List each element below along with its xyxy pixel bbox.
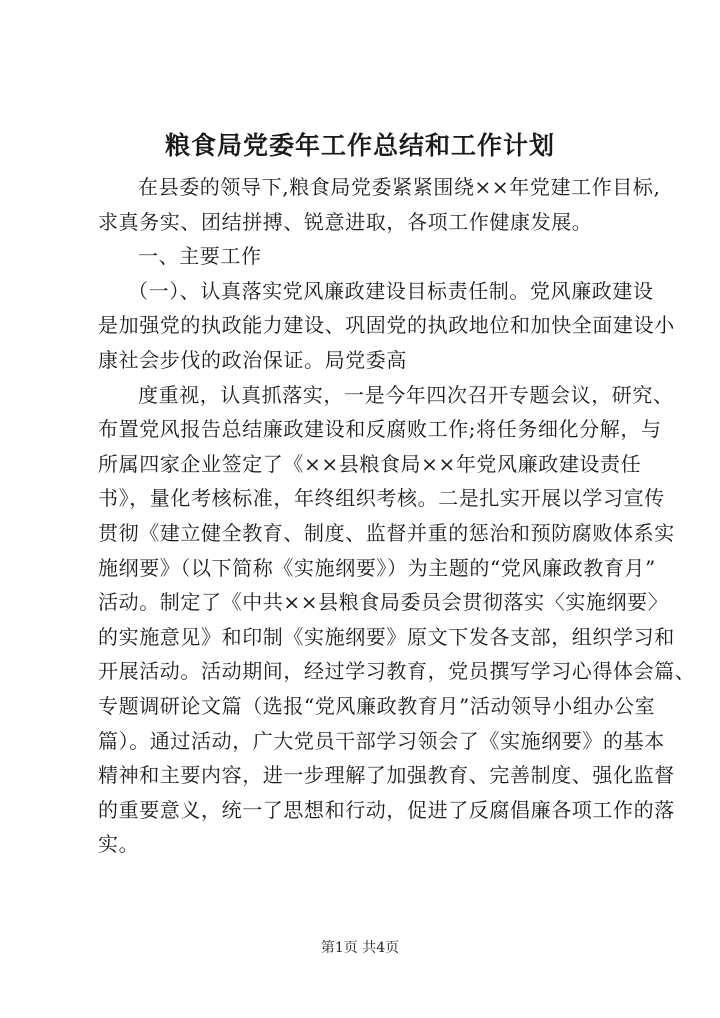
paragraph-line: 实。: [98, 832, 140, 857]
paragraph-line: 布置党风报告总结廉政建设和反腐败工作;将任务细化分解，与: [98, 417, 662, 442]
paragraph-line: 康社会步伐的政治保证。局党委高: [98, 347, 407, 372]
document-body: [98, 170, 696, 862]
paragraph-line: 贯彻《建立健全教育、制度、监督并重的惩治和预防腐败体系实: [98, 520, 675, 545]
document-title: 粮食局党委年工作总结和工作计划: [164, 131, 555, 160]
paragraph-line: 施纲要》（以下简称《实施纲要》）为主题的“党风廉政教育月”: [98, 555, 656, 580]
page-number-footer: 第1页 共4页: [320, 940, 400, 956]
paragraph-line: 在县委的领导下,粮食局党委紧紧围绕××年党建工作目标,: [138, 175, 661, 199]
paragraph-line: 开展活动。活动期间，经过学习教育，党员撰写学习心得体会篇、: [98, 659, 696, 684]
subsection-heading: （一）、认真落实党风廉政建设目标责任制。党风廉政建设: [128, 278, 654, 303]
paragraph-line: 的实施意见》和印制《实施纲要》原文下发各支部，组织学习和: [98, 624, 675, 649]
paragraph-line: 的重要意义，统一了思想和行动，促进了反腐倡廉各项工作的落: [98, 797, 675, 822]
paragraph-line: 专题调研论文篇（选报“党风廉政教育月”活动领导小组办公室: [98, 693, 656, 718]
paragraph-line: 活动。制定了《中共××县粮食局委员会贯彻落实〈实施纲要〉: [98, 590, 669, 615]
paragraph-line: 精神和主要内容，进一步理解了加强教育、完善制度、强化监督: [98, 763, 675, 788]
paragraph-line: 是加强党的执政能力建设、巩固党的执政地位和加快全面建设小: [98, 313, 675, 338]
paragraph-line: 篇）。通过活动，广大党员干部学习领会了《实施纲要》的基本: [98, 728, 665, 753]
paragraph-line: 所属四家企业签定了《××县粮食局××年党风廉政建设责任: [98, 451, 642, 476]
section-heading: 一、主要工作: [138, 244, 262, 269]
paragraph-line: 度重视，认真抓落实，一是今年四次召开专题会议，研究、: [138, 382, 674, 407]
paragraph-line: 书》，量化考核标准，年终组织考核。二是扎实开展以学习宣传: [98, 486, 665, 511]
paragraph-line: 求真务实、团结拼搏、锐意进取，各项工作健康发展。: [98, 209, 593, 234]
